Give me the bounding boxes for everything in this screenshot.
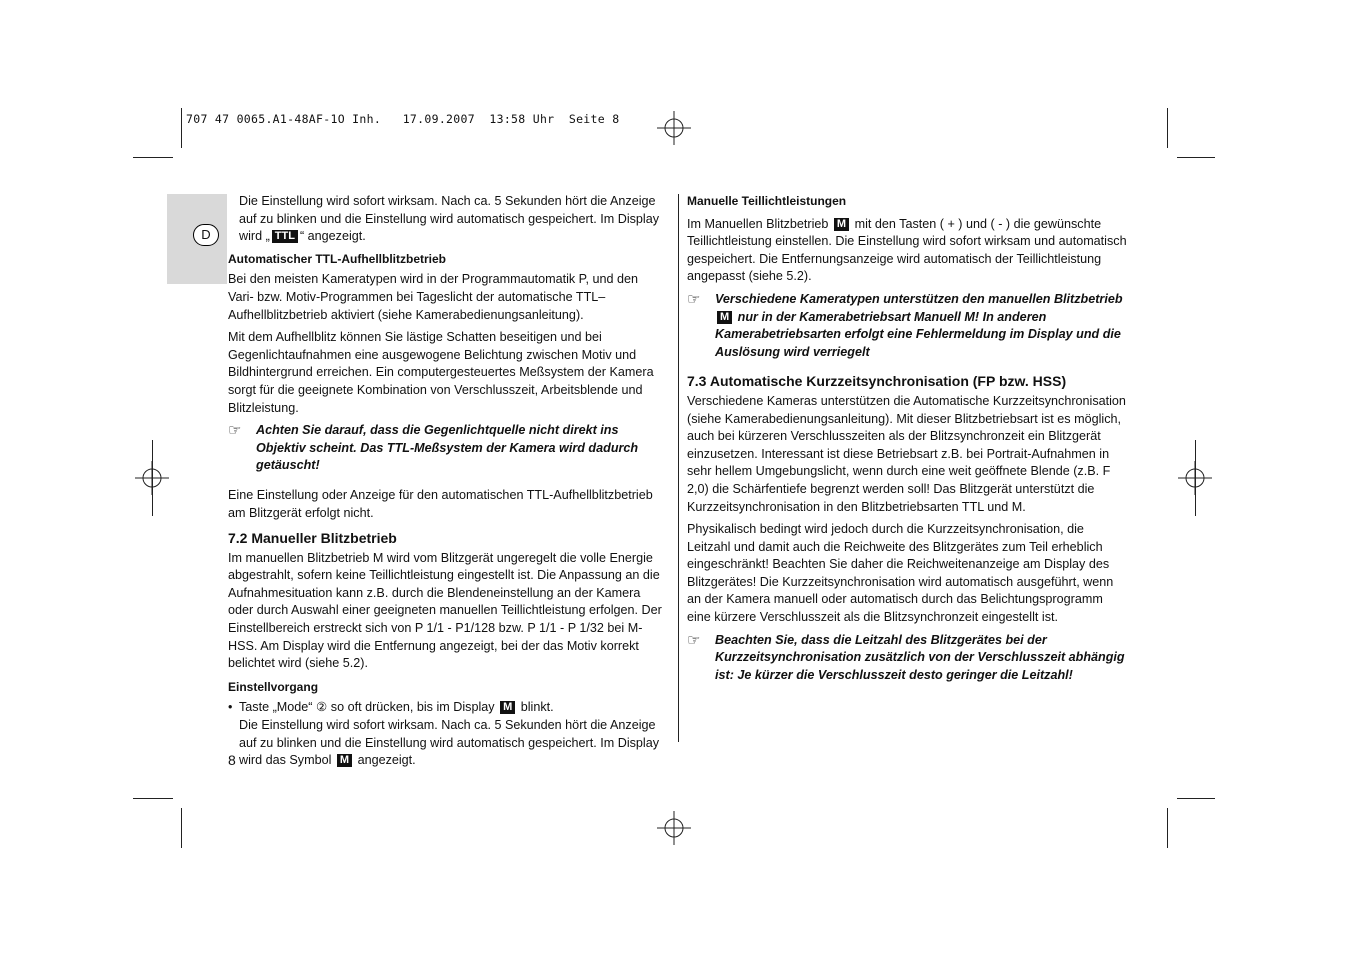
m-symbol: M <box>500 701 515 714</box>
intro-paragraph: Die Einstellung wird sofort wirksam. Nach ca. 5 Sekunden hört die Anzeige auf zu blinken und die Einstellung wird automatisch gespeichert. Im Display wird „ TTL “ angezeigt. <box>239 194 660 244</box>
note: ☞ Achten Sie darauf, dass die Gegenlichtquelle nicht direkt ins Objektiv scheint. Das TTL-Meßsystem der Kamera wird dadurch getäuscht! <box>228 422 664 475</box>
crop-mark <box>1177 798 1215 799</box>
paragraph: Im Manuellen Blitzbetrieb M mit den Tasten ( + ) und ( - ) die gewünschte Teillichtleistung einstellen. Die Einstellung wird sofort wirksam und automatisch gespeichert. Die Entfernungsanzeige wird automatisch der Teillichtleistung angepasst (siehe 5.2). <box>687 216 1127 284</box>
paragraph: Mit dem Aufhellblitz können Sie lästige Schatten beseitigen und bei Gegenlichtaufnahmen eine ausgewogene Belichtung zwischen Motiv und Bildhintergrund erreichen. Ein computergesteuertes Meßsystem der Kamera sorgt für die geeignete Kombination von Verschlusszeit, Arbeitsblende und Blitzleistung. <box>228 330 654 415</box>
pointing-hand-icon: ☞ <box>687 290 701 308</box>
crop-mark <box>181 108 182 148</box>
paragraph: Bei den meisten Kameratypen wird in der Programmautomatik P, und den Vari- bzw. Motiv-Programmen bei Tageslicht der automatische TTL–Aufhellblitzbetrieb aktiviert (siehe Kamerabedienungsanleitung). <box>228 272 638 322</box>
crop-mark <box>1167 808 1168 848</box>
note: ☞ Beachten Sie, dass die Leitzahl des Blitzgerätes bei der Kurzzeitsynchronisation zusätzlich von der Verschlusszeit abhängig ist: Je kürzer die Verschlusszeit desto geringer die Leitzahl! <box>687 632 1129 685</box>
page-number: 8 <box>228 752 236 768</box>
crop-mark <box>133 157 173 158</box>
section-heading-7-2: 7.2 Manueller Blitzbetrieb <box>228 530 397 547</box>
crop-mark <box>133 798 173 799</box>
crop-mark <box>1177 157 1215 158</box>
crop-mark <box>1167 108 1168 148</box>
paragraph: Im manuellen Blitzbetrieb M wird vom Blitzgerät ungeregelt die volle Energie abgestrahlt, sofern keine Teillichtleistung eingestellt ist. Die Anpassung an die Aufnahmesituation kann z.B. durch die Blendeneinstellung an der Kamera oder durch Auswahl einer geeigneten manuellen Teillichtleistung erfolgen. Der Einstellbereich erstreckt sich von P 1/1 - P1/128 bzw. P 1/1 - P 1/32 bei M-HSS. Am Display wird die Entfernung angezeigt, bei der das Motiv korrekt belichtet wird (siehe 5.2). <box>228 550 662 671</box>
registration-line <box>152 440 153 516</box>
m-symbol: M <box>717 311 732 324</box>
m-symbol: M <box>337 754 352 767</box>
heading-einstellvorgang: Einstellvorgang <box>228 679 319 694</box>
column-divider <box>678 194 679 742</box>
language-badge: D <box>193 224 219 246</box>
paragraph: Physikalisch bedingt wird jedoch durch die Kurzzeitsynchronisation, die Leitzahl und damit auch die Reichweite des Blitzgerätes zum Teil erheblich eingeschränkt! Beachten Sie daher die Reichweitenanzeige am Display des Blitzgerätes! Die Kurzzeitsynchronisation wird automatisch ausgeführt, wenn an der Kamera manuell oder automatisch durch das Belichtungsprogramm eine kürzere Verschlusszeit als die Blitzsynchronzeit eingestellt ist. <box>687 522 1114 625</box>
crop-mark <box>181 808 182 848</box>
paragraph: Verschiedene Kameras unterstützen die Automatische Kurzzeitsynchronisation (siehe Kamerabedienungsanleitung). Mit dieser Blitzbetriebsart ist es möglich, auch bei kürzeren Verschlusszeiten als der Blitzsynchronzeit ein Blitzgerät einzusetzen. Interessant ist diese Betriebsart z.B. bei Portrait-Aufnahmen in sehr hellem Umgebungslicht, wenn durch eine weit geöffnete Blende (z.B. F 2,0) die Schärfentiefe begrenzt werden soll! Das Blitzgerät unterstützt die Kurzzeitsynchronisation in den Blitzbetriebsarten TTL und M. <box>687 393 1126 514</box>
note: ☞ Verschiedene Kameratypen unterstützen den manuellen Blitzbetrieb M nur in der Kamerabetriebsart Manuell M! In anderen Kamerabetriebsarten erfolgt eine Fehlermeldung im Display und die Auslösung wird verriegelt <box>687 291 1129 361</box>
left-column <box>228 193 664 770</box>
heading-ttl: Automatischer TTL-Aufhellblitzbetrieb <box>228 251 447 266</box>
pointing-hand-icon: ☞ <box>228 422 242 440</box>
paragraph: Eine Einstellung oder Anzeige für den automatischen TTL-Aufhellblitzbetrieb am Blitzgerät erfolgt nicht. <box>228 487 653 520</box>
registration-line <box>1195 440 1196 516</box>
registration-mark-bottom <box>657 811 691 845</box>
print-header: 707 47 0065.A1-48AF-1O Inh. 17.09.2007 13:58 Uhr Seite 8 <box>186 112 620 126</box>
registration-mark-top <box>657 111 691 145</box>
ttl-symbol: TTL <box>272 230 298 243</box>
section-heading-7-3: 7.3 Automatische Kurzzeitsynchronisation (FP bzw. HSS) <box>687 373 1067 390</box>
list-item: • Taste „Mode“ ② so oft drücken, bis im Display M blinkt. Die Einstellung wird sofort wirksam. Nach ca. 5 Sekunden hört die Anzeige auf zu blinken und die Einstellung wird automatisch gespeichert. Im Display wird das Symbol M angezeigt. <box>228 700 660 768</box>
m-symbol: M <box>834 218 849 231</box>
pointing-hand-icon: ☞ <box>687 631 701 649</box>
right-column <box>687 193 1129 690</box>
heading-teillicht: Manuelle Teillichtleistungen <box>687 194 847 208</box>
